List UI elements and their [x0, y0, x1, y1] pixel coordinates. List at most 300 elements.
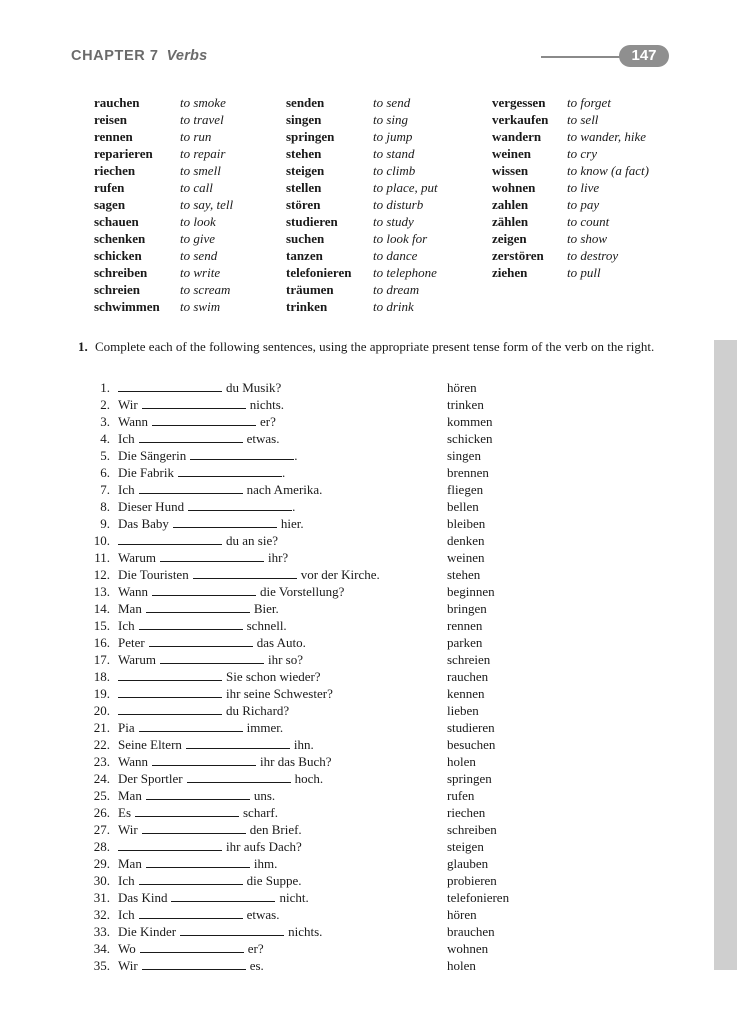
infinitive-verb: glauben: [447, 856, 489, 871]
german-verb: ziehen: [492, 265, 528, 280]
answer-blank[interactable]: [178, 464, 282, 477]
answer-blank[interactable]: [146, 600, 250, 613]
sentence-start: Der Sportler: [118, 771, 183, 786]
exercise-item: [80, 532, 530, 549]
exercise-item: [80, 685, 530, 702]
english-meaning: to travel: [180, 112, 224, 127]
sentence: [118, 736, 314, 753]
english-meaning: to look: [180, 214, 216, 229]
sentence-end: .: [281, 465, 286, 480]
sentence-end: scharf.: [243, 805, 279, 820]
english-meaning: to climb: [373, 163, 416, 178]
sentence: [118, 634, 306, 651]
sentence-end: du Richard?: [226, 703, 290, 718]
sentence-start: Pia: [118, 720, 135, 735]
sentence-start: Die Fabrik: [118, 465, 174, 480]
english-meaning: to drink: [373, 299, 414, 314]
german-verb: zerstören: [492, 248, 544, 263]
exercise-item: [80, 702, 530, 719]
sentence: [118, 702, 289, 719]
german-verb: riechen: [94, 163, 136, 178]
answer-blank[interactable]: [173, 515, 277, 528]
infinitive-verb: riechen: [447, 805, 486, 820]
item-number: 6.: [100, 465, 110, 480]
english-meaning: to give: [180, 231, 216, 246]
sentence-end: uns.: [253, 788, 276, 803]
german-verb: stehen: [286, 146, 322, 161]
exercise-item: [80, 549, 530, 566]
answer-blank[interactable]: [160, 651, 264, 664]
item-number: 11.: [94, 550, 110, 565]
answer-blank[interactable]: [160, 549, 264, 562]
infinitive-verb: schreiben: [447, 822, 497, 837]
english-meaning: to say, tell: [180, 197, 234, 212]
answer-blank[interactable]: [187, 770, 291, 783]
exercise-list: [80, 379, 530, 974]
exercise-item: [80, 906, 530, 923]
exercise-item: [80, 413, 530, 430]
sentence-start: Man: [118, 788, 142, 803]
english-meaning: to study: [373, 214, 414, 229]
german-verb: senden: [286, 95, 325, 110]
exercise-item: [80, 583, 530, 600]
answer-blank[interactable]: [118, 379, 222, 392]
sentence: [118, 600, 279, 617]
german-verb: springen: [286, 129, 335, 144]
item-number: 18.: [93, 669, 110, 684]
answer-blank[interactable]: [193, 566, 297, 579]
english-meaning: to cry: [567, 146, 597, 161]
exercise-item: [80, 481, 530, 498]
sentence-start: Wir: [118, 397, 138, 412]
english-meaning: to place, put: [373, 180, 438, 195]
sentence: [118, 923, 322, 940]
sentence-end: etwas.: [246, 431, 280, 446]
sentence: [118, 498, 295, 515]
sentence: [118, 957, 264, 974]
item-number: 22.: [93, 737, 110, 752]
answer-blank[interactable]: [139, 906, 243, 919]
answer-blank[interactable]: [146, 855, 250, 868]
infinitive-verb: telefonieren: [447, 890, 510, 905]
item-number: 1.: [100, 380, 110, 395]
english-meaning: to wander, hike: [567, 129, 647, 144]
german-verb: vergessen: [492, 95, 546, 110]
sentence-end: hier.: [280, 516, 304, 531]
answer-blank[interactable]: [142, 957, 246, 970]
sentence-end: etwas.: [246, 907, 280, 922]
sentence: [118, 668, 321, 685]
sentence-start: Peter: [118, 635, 145, 650]
infinitive-verb: bellen: [447, 499, 479, 514]
english-meaning: to call: [180, 180, 213, 195]
english-meaning: to dance: [373, 248, 418, 263]
answer-blank[interactable]: [146, 787, 250, 800]
exercise-item: [80, 821, 530, 838]
chapter-heading: [71, 48, 207, 64]
sentence: [118, 906, 279, 923]
german-verb: reisen: [94, 112, 127, 127]
item-number: 19.: [93, 686, 110, 701]
german-verb: stellen: [286, 180, 322, 195]
sentence: [118, 719, 283, 736]
infinitive-verb: springen: [447, 771, 492, 786]
sentence: [118, 940, 264, 957]
english-meaning: to dream: [373, 282, 420, 297]
german-verb: stören: [286, 197, 321, 212]
english-meaning: to write: [180, 265, 221, 280]
exercise-item: [80, 855, 530, 872]
item-number: 13.: [93, 584, 110, 599]
exercise-item: [80, 566, 530, 583]
exercise-item: [80, 736, 530, 753]
german-verb: schauen: [94, 214, 139, 229]
sentence: [118, 379, 281, 396]
answer-blank[interactable]: [190, 447, 294, 460]
sentence: [118, 464, 285, 481]
german-verb: schwimmen: [94, 299, 160, 314]
item-number: 4.: [100, 431, 110, 446]
sentence-start: Das Kind: [118, 890, 168, 905]
answer-blank[interactable]: [139, 430, 243, 443]
sentence-start: Seine Eltern: [118, 737, 182, 752]
exercise-item: [80, 957, 530, 974]
english-meaning: to forget: [567, 95, 611, 110]
header-rule: [541, 56, 621, 58]
sentence-end: hoch.: [294, 771, 324, 786]
sentence-end: schnell.: [246, 618, 287, 633]
english-meaning: to disturb: [373, 197, 424, 212]
sentence: [118, 821, 302, 838]
sentence-end: ihr seine Schwester?: [226, 686, 333, 701]
infinitive-verb: fliegen: [447, 482, 484, 497]
item-number: 33.: [93, 924, 110, 939]
infinitive-verb: schreien: [447, 652, 491, 667]
sentence-start: Man: [118, 601, 142, 616]
german-verb: schenken: [94, 231, 146, 246]
sentence: [118, 855, 277, 872]
english-meaning: to know (a fact): [567, 163, 649, 178]
item-number: 23.: [93, 754, 110, 769]
item-number: 10.: [93, 533, 110, 548]
german-verb: zählen: [492, 214, 529, 229]
infinitive-verb: beginnen: [447, 584, 495, 599]
sentence: [118, 889, 309, 906]
item-number: 29.: [93, 856, 110, 871]
exercise-item: [80, 787, 530, 804]
german-verb: rennen: [94, 129, 133, 144]
item-number: 2.: [100, 397, 110, 412]
answer-blank[interactable]: [140, 940, 244, 953]
infinitive-verb: kommen: [447, 414, 493, 429]
answer-blank[interactable]: [171, 889, 275, 902]
german-verb: sagen: [94, 197, 126, 212]
sentence-end: ihr aufs Dach?: [226, 839, 302, 854]
sentence-start: Dieser Hund: [118, 499, 185, 514]
infinitive-verb: singen: [447, 448, 481, 463]
item-number: 5.: [100, 448, 110, 463]
sentence-start: Ich: [118, 907, 135, 922]
infinitive-verb: parken: [447, 635, 483, 650]
sentence-start: Ich: [118, 618, 135, 633]
answer-blank[interactable]: [142, 396, 246, 409]
answer-blank[interactable]: [149, 634, 253, 647]
english-meaning: to pull: [567, 265, 601, 280]
sentence-end: ihr?: [267, 550, 289, 565]
infinitive-verb: besuchen: [447, 737, 496, 752]
german-verb: telefonieren: [286, 265, 352, 280]
sentence-end: du an sie?: [226, 533, 278, 548]
answer-blank[interactable]: [139, 617, 243, 630]
exercise-item: [80, 872, 530, 889]
sentence: [118, 566, 380, 583]
item-number: 14.: [93, 601, 110, 616]
sentence: [118, 787, 275, 804]
german-verb: rufen: [94, 180, 125, 195]
exercise-item: [80, 923, 530, 940]
sentence: [118, 515, 304, 532]
exercise-item: [80, 396, 530, 413]
exercise-item: [80, 889, 530, 906]
sentence-end: ihm.: [253, 856, 278, 871]
sentence-start: Wir: [118, 822, 138, 837]
german-verb: verkaufen: [492, 112, 549, 127]
infinitive-verb: schicken: [447, 431, 493, 446]
sentence-start: Wann: [118, 584, 148, 599]
answer-blank[interactable]: [118, 685, 222, 698]
english-meaning: to stand: [373, 146, 415, 161]
item-number: 25.: [93, 788, 110, 803]
sentence: [118, 617, 287, 634]
sentence-end: die Vorstellung?: [260, 584, 345, 599]
sentence: [118, 549, 288, 566]
sentence-start: Wann: [118, 414, 148, 429]
sentence: [118, 872, 302, 889]
exercise-item: [80, 515, 530, 532]
sentence: [118, 651, 303, 668]
english-meaning: to send: [180, 248, 218, 263]
item-number: 9.: [100, 516, 110, 531]
answer-blank[interactable]: [139, 481, 243, 494]
german-verb: steigen: [286, 163, 325, 178]
english-meaning: to repair: [180, 146, 226, 161]
chapter-label: CHAPTER 7: [71, 48, 159, 64]
page-header: [71, 48, 671, 68]
english-meaning: to look for: [373, 231, 428, 246]
answer-blank[interactable]: [118, 668, 222, 681]
sentence-end: nichts.: [249, 397, 285, 412]
sentence-end: Sie schon wieder?: [226, 669, 321, 684]
item-number: 32.: [93, 907, 110, 922]
item-number: 26.: [93, 805, 110, 820]
sentence-end: .: [292, 499, 296, 514]
sentence-end: nicht.: [279, 890, 309, 905]
infinitive-verb: probieren: [447, 873, 497, 888]
german-verb: träumen: [286, 282, 334, 297]
sentence-start: Wo: [118, 941, 136, 956]
german-verb: reparieren: [94, 146, 153, 161]
answer-blank[interactable]: [118, 532, 222, 545]
infinitive-verb: lieben: [447, 703, 479, 718]
page-number-badge: 147: [619, 45, 669, 67]
answer-blank[interactable]: [118, 702, 222, 715]
sentence-start: Wir: [118, 958, 138, 973]
german-verb: schreien: [94, 282, 140, 297]
sentence-start: Ich: [118, 873, 135, 888]
sentence-end: nichts.: [288, 924, 323, 939]
infinitive-verb: studieren: [447, 720, 495, 735]
infinitive-verb: hören: [447, 380, 477, 395]
sentence-start: Die Kinder: [118, 924, 177, 939]
sentence-start: Ich: [118, 431, 135, 446]
english-meaning: to jump: [373, 129, 413, 144]
infinitive-verb: rufen: [447, 788, 475, 803]
exercise-item: [80, 940, 530, 957]
sentence-end: vor der Kirche.: [300, 567, 380, 582]
item-number: 35.: [93, 958, 110, 973]
exercise-item: [80, 464, 530, 481]
sentence-start: Wann: [118, 754, 148, 769]
sentence: [118, 804, 278, 821]
answer-blank[interactable]: [118, 838, 222, 851]
exercise-number: 1.: [78, 339, 88, 354]
german-verb: schreiben: [94, 265, 148, 280]
item-number: 20.: [93, 703, 110, 718]
answer-blank[interactable]: [139, 719, 243, 732]
infinitive-verb: brennen: [447, 465, 489, 480]
sentence-end: ihr das Buch?: [260, 754, 332, 769]
infinitive-verb: denken: [447, 533, 485, 548]
exercise-item: [80, 634, 530, 651]
sentence-end: er?: [247, 941, 264, 956]
english-meaning: to sing: [373, 112, 409, 127]
sentence: [118, 481, 322, 498]
infinitive-verb: bleiben: [447, 516, 486, 531]
sentence-start: Man: [118, 856, 142, 871]
english-meaning: to telephone: [373, 265, 437, 280]
item-number: 24.: [93, 771, 110, 786]
sentence-end: nach Amerika.: [246, 482, 323, 497]
infinitive-verb: rennen: [447, 618, 483, 633]
exercise-item: [80, 498, 530, 515]
sentence-end: du Musik?: [226, 380, 282, 395]
sentence-start: Die Sängerin: [118, 448, 187, 463]
exercise-item: [80, 651, 530, 668]
answer-blank[interactable]: [152, 583, 256, 596]
english-meaning: to live: [567, 180, 600, 195]
infinitive-verb: rauchen: [447, 669, 489, 684]
sentence-start: Das Baby: [118, 516, 169, 531]
exercise-item: [80, 770, 530, 787]
german-verb: zeigen: [492, 231, 527, 246]
english-meaning: to pay: [567, 197, 600, 212]
sentence-start: Es: [118, 805, 131, 820]
item-number: 34.: [93, 941, 110, 956]
item-number: 21.: [93, 720, 110, 735]
sentence: [118, 685, 333, 702]
sentence: [118, 770, 323, 787]
sentence: [118, 396, 284, 413]
exercise-item: [80, 600, 530, 617]
exercise-item: [80, 430, 530, 447]
german-verb: singen: [286, 112, 322, 127]
english-meaning: to sell: [567, 112, 599, 127]
german-verb: wissen: [492, 163, 529, 178]
infinitive-verb: trinken: [447, 397, 484, 412]
instruction-text: Complete each of the following sentences, using the appropriate present tense form of the verb on the right.: [95, 339, 655, 354]
sentence-end: es.: [249, 958, 264, 973]
sentence: [118, 447, 297, 464]
sentence: [118, 430, 279, 447]
sentence: [118, 413, 276, 430]
infinitive-verb: kennen: [447, 686, 485, 701]
exercise-item: [80, 447, 530, 464]
infinitive-verb: holen: [447, 958, 476, 973]
english-meaning: to run: [180, 129, 212, 144]
answer-blank[interactable]: [180, 923, 284, 936]
english-meaning: to show: [567, 231, 608, 246]
item-number: 17.: [93, 652, 110, 667]
answer-blank[interactable]: [135, 804, 239, 817]
sentence-end: das Auto.: [256, 635, 306, 650]
sentence-end: .: [294, 448, 298, 463]
answer-blank[interactable]: [152, 753, 256, 766]
item-number: 12.: [93, 567, 110, 582]
sentence-end: die Suppe.: [246, 873, 302, 888]
exercise-instruction: [78, 338, 678, 355]
german-verb: schicken: [94, 248, 142, 263]
answer-blank[interactable]: [142, 821, 246, 834]
english-meaning: to destroy: [567, 248, 619, 263]
infinitive-verb: steigen: [447, 839, 484, 854]
item-number: 3.: [100, 414, 110, 429]
english-meaning: to swim: [180, 299, 221, 314]
english-meaning: to smell: [180, 163, 221, 178]
exercise-item: [80, 617, 530, 634]
exercise-item: [80, 804, 530, 821]
answer-blank[interactable]: [152, 413, 256, 426]
exercise-item: [80, 719, 530, 736]
answer-blank[interactable]: [186, 736, 290, 749]
exercise-item: [80, 668, 530, 685]
sentence-start: Die Touristen: [118, 567, 189, 582]
infinitive-verb: bringen: [447, 601, 487, 616]
german-verb: studieren: [286, 214, 338, 229]
item-number: 27.: [93, 822, 110, 837]
sentence-end: immer.: [246, 720, 284, 735]
exercise-item: [80, 753, 530, 770]
sentence-end: Bier.: [253, 601, 279, 616]
item-number: 16.: [93, 635, 110, 650]
german-verb: weinen: [492, 146, 531, 161]
infinitive-verb: wohnen: [447, 941, 489, 956]
infinitive-verb: hören: [447, 907, 477, 922]
item-number: 31.: [93, 890, 110, 905]
sentence-end: ihn.: [293, 737, 314, 752]
german-verb: suchen: [286, 231, 325, 246]
english-meaning: to smoke: [180, 95, 226, 110]
english-meaning: to scream: [180, 282, 231, 297]
sentence-start: Ich: [118, 482, 135, 497]
german-verb: trinken: [286, 299, 328, 314]
infinitive-verb: holen: [447, 754, 476, 769]
answer-blank[interactable]: [188, 498, 292, 511]
german-verb: wohnen: [492, 180, 536, 195]
sentence-end: er?: [260, 414, 276, 429]
infinitive-verb: stehen: [447, 567, 481, 582]
answer-blank[interactable]: [139, 872, 243, 885]
sentence: [118, 753, 331, 770]
